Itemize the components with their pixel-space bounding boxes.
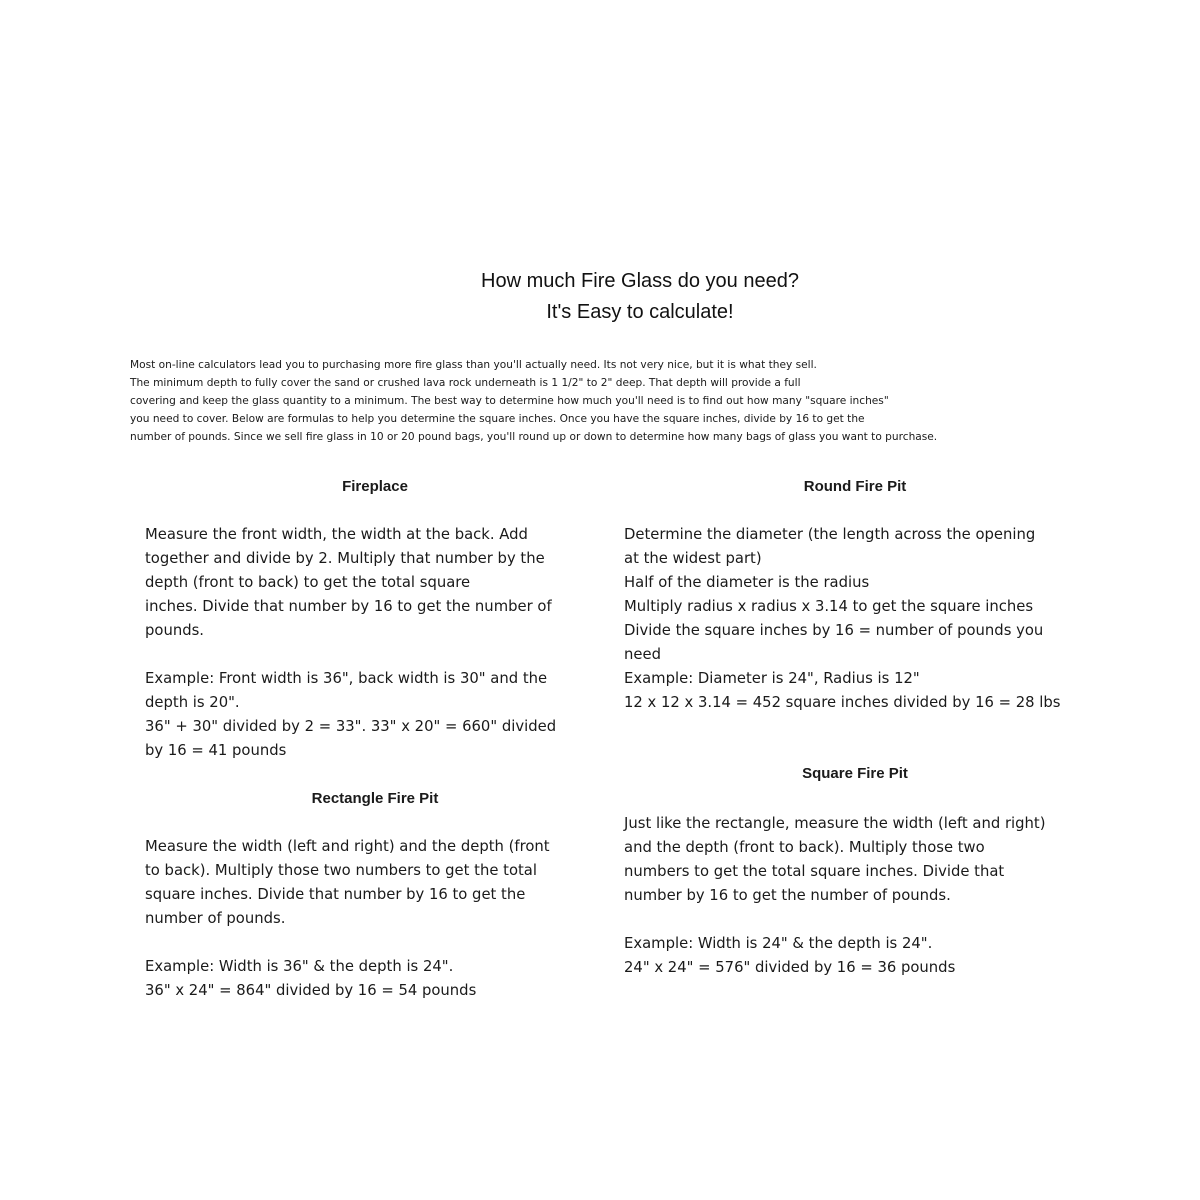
- rectangle-heading: Rectangle Fire Pit: [311, 790, 439, 807]
- square-example-line: Example: Width is 24" & the depth is 24".: [624, 935, 933, 952]
- page-subtitle: It's Easy to calculate!: [546, 301, 734, 323]
- rectangle-section: [145, 835, 605, 1003]
- fireplace-example-line: depth is 20".: [145, 694, 240, 711]
- round-description-line: Divide the square inches by 16 = number of pounds you: [624, 622, 1044, 639]
- fireplace-description-line: Measure the front width, the width at the back. Add: [145, 526, 528, 543]
- rectangle-description-line: number of pounds.: [145, 910, 286, 927]
- intro-line: number of pounds. Since we sell fire glass in 10 or 20 pound bags, you'll round up or down to determine how many bags of glass you want to purchase.: [130, 431, 938, 443]
- fireplace-heading: Fireplace: [342, 478, 408, 495]
- round-description-line: Multiply radius x radius x 3.14 to get the square inches: [624, 598, 1034, 615]
- fireplace-example-line: 36" + 30" divided by 2 = 33". 33" x 20" = 660" divided: [145, 718, 557, 735]
- round-description-line: Example: Diameter is 24", Radius is 12": [624, 670, 920, 687]
- square-section: [624, 812, 1094, 980]
- round-heading: Round Fire Pit: [803, 478, 907, 495]
- intro-line: Most on-line calculators lead you to purchasing more fire glass than you'll actually need. Its not very nice, but it is what they sell.: [130, 359, 817, 371]
- fireplace-description-line: together and divide by 2. Multiply that number by the: [145, 550, 545, 567]
- rectangle-description-line: to back). Multiply those two numbers to get the total: [145, 862, 537, 879]
- square-description-line: number by 16 to get the number of pounds.: [624, 887, 951, 904]
- square-description-line: numbers to get the total square inches. Divide that: [624, 863, 1005, 880]
- fireplace-description-line: pounds.: [145, 622, 205, 639]
- intro-line: The minimum depth to fully cover the sand or crushed lava rock underneath is 1 1/2" to 2" deep. That depth will provide a full: [130, 377, 801, 389]
- square-description-line: and the depth (front to back). Multiply those two: [624, 839, 985, 856]
- page-title: How much Fire Glass do you need?: [481, 270, 799, 292]
- fireplace-section: [145, 523, 605, 763]
- rectangle-description-line: Measure the width (left and right) and the depth (front: [145, 838, 550, 855]
- intro-line: covering and keep the glass quantity to a minimum. The best way to determine how much you'll need is to find out how many "square inches": [130, 395, 889, 407]
- round-description-line: Determine the diameter (the length across the opening: [624, 526, 1036, 543]
- fireplace-description-line: depth (front to back) to get the total square: [145, 574, 471, 591]
- round-description-line: Half of the diameter is the radius: [624, 574, 870, 591]
- rectangle-description-line: square inches. Divide that number by 16 to get the: [145, 886, 526, 903]
- intro-paragraph: [130, 356, 1175, 446]
- rectangle-example-line: Example: Width is 36" & the depth is 24".: [145, 958, 454, 975]
- square-example-line: 24" x 24" = 576" divided by 16 = 36 pounds: [624, 959, 956, 976]
- intro-line: you need to cover. Below are formulas to help you determine the square inches. Once you have the square inches, divide by 16 to get the: [130, 413, 865, 425]
- round-description-line: at the widest part): [624, 550, 762, 567]
- fireplace-example-line: Example: Front width is 36", back width is 30" and the: [145, 670, 548, 687]
- rectangle-example-line: 36" x 24" = 864" divided by 16 = 54 pounds: [145, 982, 477, 999]
- fireplace-example-line: by 16 = 41 pounds: [145, 742, 287, 759]
- round-description-line: need: [624, 646, 661, 663]
- square-description-line: Just like the rectangle, measure the width (left and right): [624, 815, 1046, 832]
- round-description-line: 12 x 12 x 3.14 = 452 square inches divided by 16 = 28 lbs: [624, 694, 1061, 711]
- fireplace-description-line: inches. Divide that number by 16 to get the number of: [145, 598, 552, 615]
- round-section: [624, 523, 1094, 715]
- square-heading: Square Fire Pit: [802, 765, 908, 782]
